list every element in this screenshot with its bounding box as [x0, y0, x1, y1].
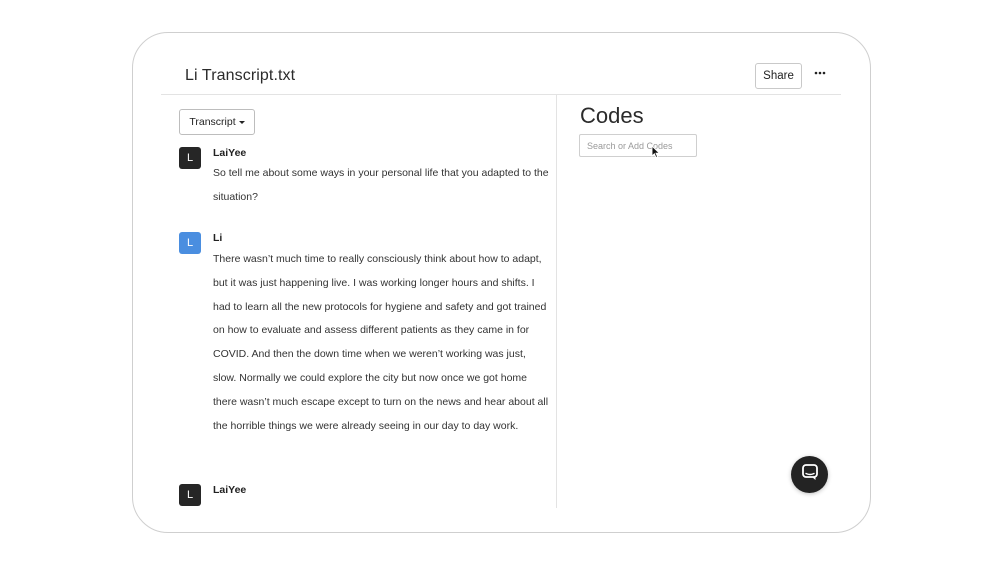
mouse-pointer-icon — [651, 145, 661, 159]
transcript-view-dropdown[interactable] — [179, 109, 255, 135]
speaker-name: Li — [213, 232, 223, 244]
chat-launcher-button[interactable] — [791, 456, 828, 493]
message-text: There wasn’t much time to really consciously think about how to adapt, but it was just happening live. I was working longer hours and shifts. I had to learn all the new protocols for hygiene and safety and got trained on how to evaluate and assess different patients as they came in for COVID. And then the down time when we weren’t working was just, slow. Normally we could explore the city but now once we got home there wasn’t much escape except to turn on the news and hear about all the horrible things we were already seeing in our day to day work. — [213, 253, 549, 432]
app-window — [132, 32, 871, 533]
avatar: L — [179, 484, 201, 506]
caret-down-icon — [239, 121, 245, 124]
message-text: So tell me about some ways in your personal life that you adapted to the situation? — [213, 167, 549, 203]
avatar: L — [179, 147, 201, 169]
share-button[interactable]: Share — [755, 63, 802, 89]
codes-heading: Codes — [580, 103, 644, 128]
more-horizontal-icon[interactable] — [813, 66, 827, 80]
speaker-name: LaiYee — [213, 147, 247, 159]
header-divider — [161, 94, 841, 95]
document-title: Li Transcript.txt — [185, 67, 296, 84]
avatar: L — [179, 232, 201, 254]
column-divider — [556, 95, 557, 508]
speaker-name: LaiYee — [213, 484, 247, 496]
codes-search-input[interactable] — [579, 134, 697, 157]
transcript-view-label: Transcript — [189, 116, 236, 128]
chat-icon — [802, 464, 818, 486]
